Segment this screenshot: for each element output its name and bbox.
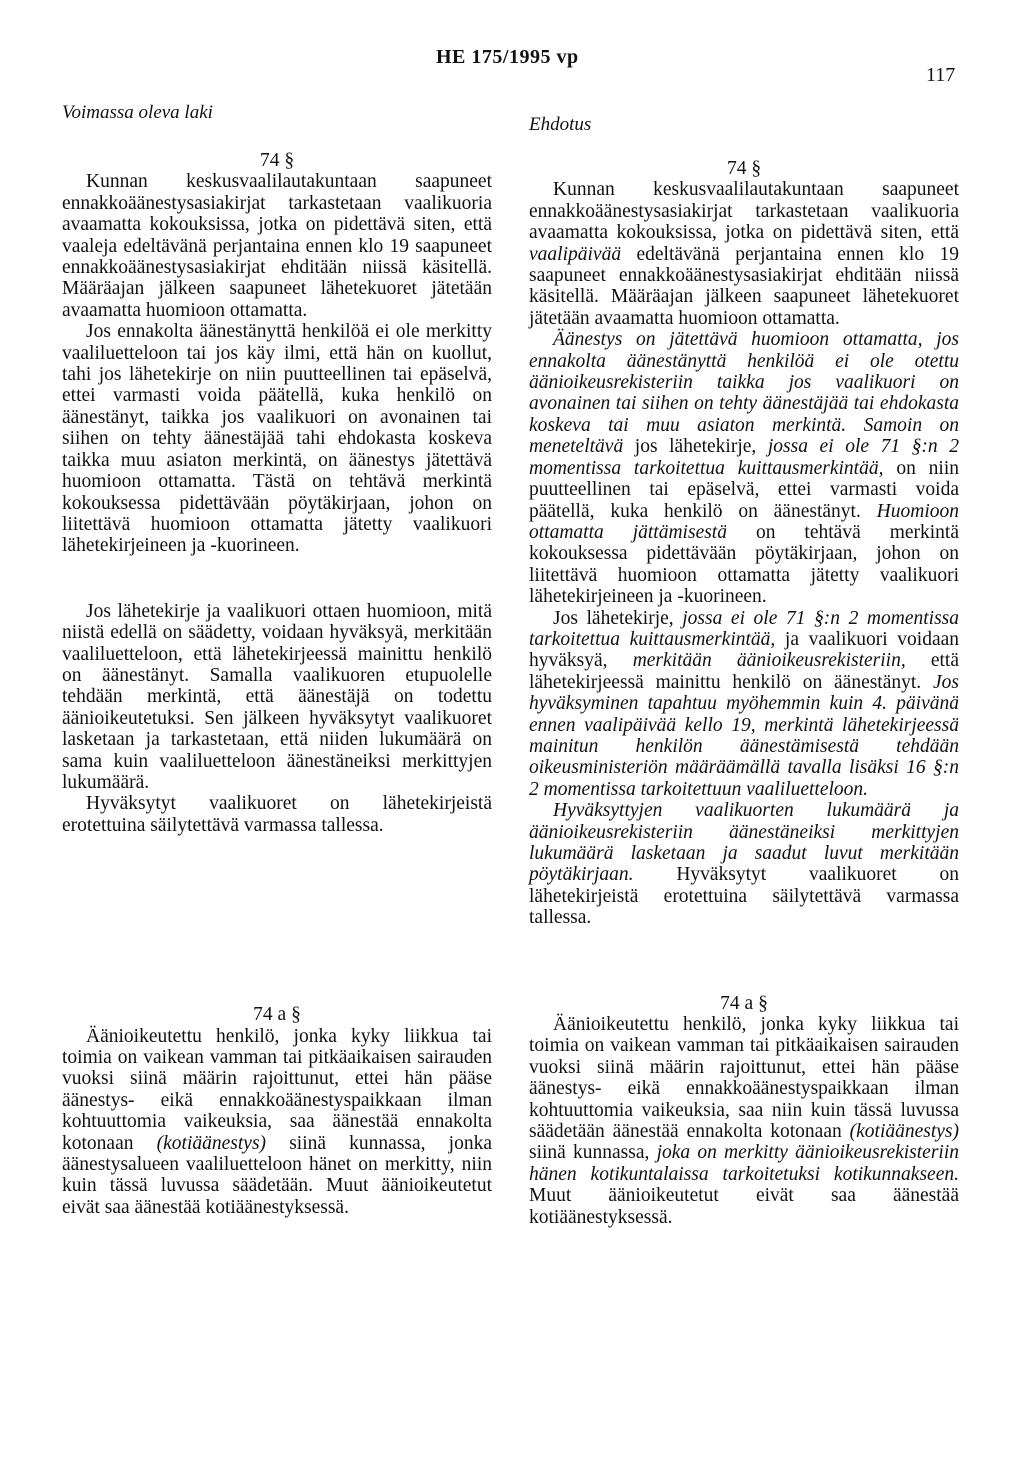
section-heading-74: 74 § (726, 158, 762, 179)
paragraph: Hyväksytyt vaalikuoret on lähetekirjeistä erotettuina säilytettävä varmassa tallessa. (62, 793, 492, 836)
column-label-proposal: Ehdotus (529, 114, 592, 135)
paragraph: Äänestys on jätettävä huomioon ottamatta, jos ennakolta äänestänyttä henkilöä ei ole otettu äänioikeusrekisteriin taikka jos vaalikuori on avonainen tai siihen on tehty äänestäjää tai ehdokasta koskeva tai muu asiaton merkintä. Samoin on meneteltävä jos lähetekirje, jossa ei ole 71 §:n 2 momentissa tarkoitettua kuittausmerkintää, on niin puutteellinen tai epäselvä, ettei varmasti voida päätellä, kuka henkilö on äänestänyt. Huomioon ottamatta jättämisestä on tehtävä merkintä kokouksessa pidettävään pöytäkirjaan, johon on liitettävä huomioon ottamatta jätetty vaalikuori lähetekirjeineen ja -kuorineen. (529, 329, 959, 608)
section-heading-74: 74 § (259, 150, 295, 171)
proposal-column (529, 158, 959, 1228)
current-law-column (62, 150, 492, 1218)
section-heading-74a: 74 a § (253, 1004, 301, 1026)
paragraph: Kunnan keskusvaalilautakuntaan saapuneet ennakkoäänestysasiakirjat tarkastetaan vaalikuoria avaamatta kokouksissa, jotka on pidettävä siten, että vaalipäivää edeltävänä perjantaina ennen klo 19 saapuneet ennakkoäänestysasiakirjat ehditään niissä käsitellä. Määräajan jälkeen saapuneet lähetekuoret jätetään avaamatta huomioon ottamatta. (529, 179, 959, 329)
paragraph: Hyväksyttyjen vaalikuorten lukumäärä ja äänioikeusrekisteriin äänestäneiksi merkittyjen lukumäärä lasketaan ja saadut luvut merkitään pöytäkirjaan. Hyväksytyt vaalikuoret on lähetekirjeistä erotettuina säilytettävä varmassa tallessa. (529, 800, 959, 929)
document-title: HE 175/1995 vp (436, 46, 579, 68)
paragraph: Jos lähetekirje ja vaalikuori ottaen huomioon, mitä niistä edellä on säädetty, voidaan hyväksyä, merkitään vaaliluetteloon, että lähetekirjeessä mainittu henkilö on äänestänyt. Samalla vaalikuoren etupuolelle tehdään merkintä, että äänestäjä on todettu äänioikeutetuksi. Sen jälkeen hyväksytyt vaalikuoret lasketaan ja tarkastetaan, että niiden lukumäärä on sama kuin vaaliluetteloon äänestäneiksi merkittyjen lukumäärä. (62, 600, 492, 793)
paragraph: Jos ennakolta äänestänyttä henkilöä ei ole merkitty vaaliluetteloon tai jos käy ilmi, että hän on kuollut, tahi jos lähetekirje on niin puutteellinen tai epäselvä, ettei varmasti voida päätellä, kuka henkilö on äänestänyt, taikka jos vaalikuori on avonainen tai siihen on tehty äänestäjää tahi ehdokasta koskeva taikka muu asiaton merkintä, on äänestys jätettävä huomioon ottamatta. Tästä on tehtävä merkintä kokouksessa pidettävään pöytäkirjaan, johon on liitettävä huomioon ottamatta jätetty vaalikuori lähetekirjeineen ja -kuorineen. (62, 321, 492, 557)
paragraph: Äänioikeutettu henkilö, jonka kyky liikkua tai toimia on vaikean vamman tai pitkäaikaisen sairauden vuoksi siinä määrin rajoittunut, ettei hän pääse äänestys- eikä ennakkoäänestyspaikkaan ilman kohtuuttomia vaikeuksia, saa äänestää ennakolta kotonaan (kotiäänestys) siinä kunnassa, jonka äänestysalueen vaaliluetteloon hänet on merkitty, niin kuin tässä luvussa säädetään. Muut äänioikeutetut eivät saa äänestää kotiäänestyksessä. (62, 1025, 493, 1218)
column-label-current-law: Voimassa oleva laki (62, 102, 213, 123)
paragraph: Jos lähetekirje, jossa ei ole 71 §:n 2 momentissa tarkoitettua kuittausmerkintää, ja vaalikuori voidaan hyväksyä, merkitään äänioikeusrekisteriin, että lähetekirjeessä mainittu henkilö on äänestänyt. Jos hyväksyminen tapahtuu myöhemmin kuin 4. päivänä ennen vaalipäivää kello 19, merkintä lähetekirjeessä mainitun henkilön äänestämisestä tehdään oikeusministeriön määräämällä tavalla lisäksi 16 §:n 2 momentissa tarkoitettuun vaaliluetteloon. (529, 607, 960, 800)
section-heading-74a: 74 a § (720, 992, 768, 1014)
paragraph: Kunnan keskusvaalilautakuntaan saapuneet ennakkoäänestysasiakirjat tarkastetaan vaalikuoria avaamatta kokouksissa, jotka on pidettävä siten, että vaaleja edeltävänä perjantaina ennen klo 19 saapuneet ennakkoäänestysasiakirjat ehditään niissä käsitellä. Määräajan jälkeen saapuneet lähetekuoret jätetään avaamatta huomioon ottamatta. (62, 171, 492, 321)
page-number: 117 (926, 64, 956, 86)
paragraph: Äänioikeutettu henkilö, jonka kyky liikkua tai toimia on vaikean vamman tai pitkäaikaisen sairauden vuoksi siinä määrin rajoittunut, ettei hän pääse äänestys- eikä ennakkoäänestyspaikkaan ilman kohtuuttomia vaikeuksia, saa niin kuin tässä luvussa säädetään äänestää ennakolta kotonaan (kotiäänestys) siinä kunnassa, joka on merkitty äänioikeusrekisteriin hänen kotikuntalaissa tarkoitetuksi kotikunnakseen. Muut äänioikeutetut eivät saa äänestää kotiäänestyksessä. (529, 1014, 960, 1228)
